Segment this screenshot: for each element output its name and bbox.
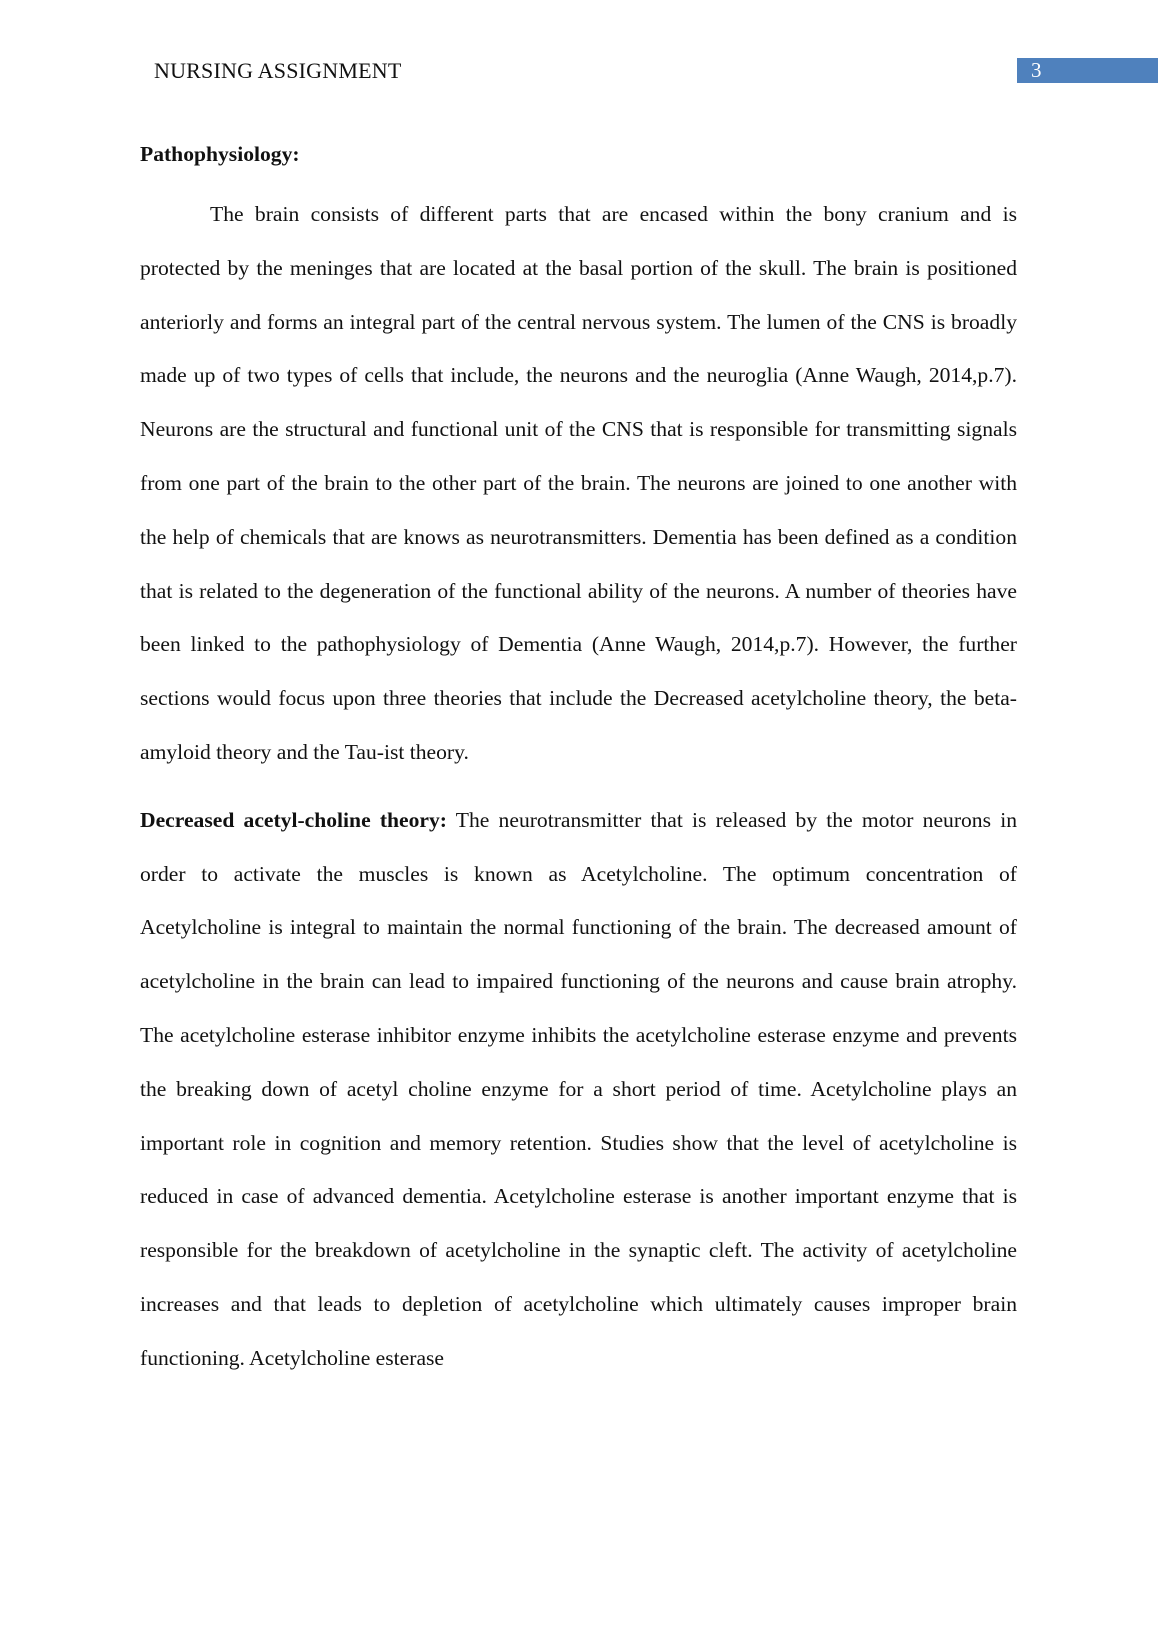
running-header-title: NURSING ASSIGNMENT (154, 58, 402, 83)
page-number-badge: 3 (1017, 58, 1158, 83)
paragraph-acetylcholine-theory (140, 794, 1017, 1386)
paragraph-body-text: The neurotransmitter that is released by the motor neurons in order to activate the muscles is known as Acetylcholine. The optimum concentration of Acetylcholine is integral to maintain the normal functioning of the brain. The decreased amount of acetylcholine in the brain can lead to impaired functioning of the neurons and cause brain atrophy. The acetylcholine esterase inhibitor enzyme inhibits the acetylcholine esterase enzyme and prevents the breaking down of acetyl choline enzyme for a short period of time. Acetylcholine plays an important role in cognition and memory retention. Studies show that the level of acetylcholine is reduced in case of advanced dementia. Acetylcholine esterase is another important enzyme that is responsible for the breakdown of acetylcholine in the synaptic cleft. The activity of acetylcholine increases and that leads to depletion of acetylcholine which ultimately causes improper brain functioning. Acetylcholine esterase (140, 807, 1017, 1370)
section-heading: Pathophysiology: (140, 142, 300, 166)
document-body (140, 132, 1017, 1386)
paragraph-lead-heading: Decreased acetyl-choline theory: (140, 807, 447, 832)
paragraph-pathophysiology: The brain consists of different parts that are encased within the bony cranium and is protected by the meninges that are located at the basal portion of the skull. The brain is positioned anteriorly and forms an integral part of the central nervous system. The lumen of the CNS is broadly made up of two types of cells that include, the neurons and the neuroglia (Anne Waugh, 2014,p.7). Neurons are the structural and functional unit of the CNS that is responsible for transmitting signals from one part of the brain to the other part of the brain. The neurons are joined to one another with the help of chemicals that are knows as neurotransmitters. Dementia has been defined as a condition that is related to the degeneration of the functional ability of the neurons. A number of theories have been linked to the pathophysiology of Dementia (Anne Waugh, 2014,p.7). However, the further sections would focus upon three theories that include the Decreased acetylcholine theory, the beta-amyloid theory and the Tau-ist theory. (140, 202, 1017, 764)
